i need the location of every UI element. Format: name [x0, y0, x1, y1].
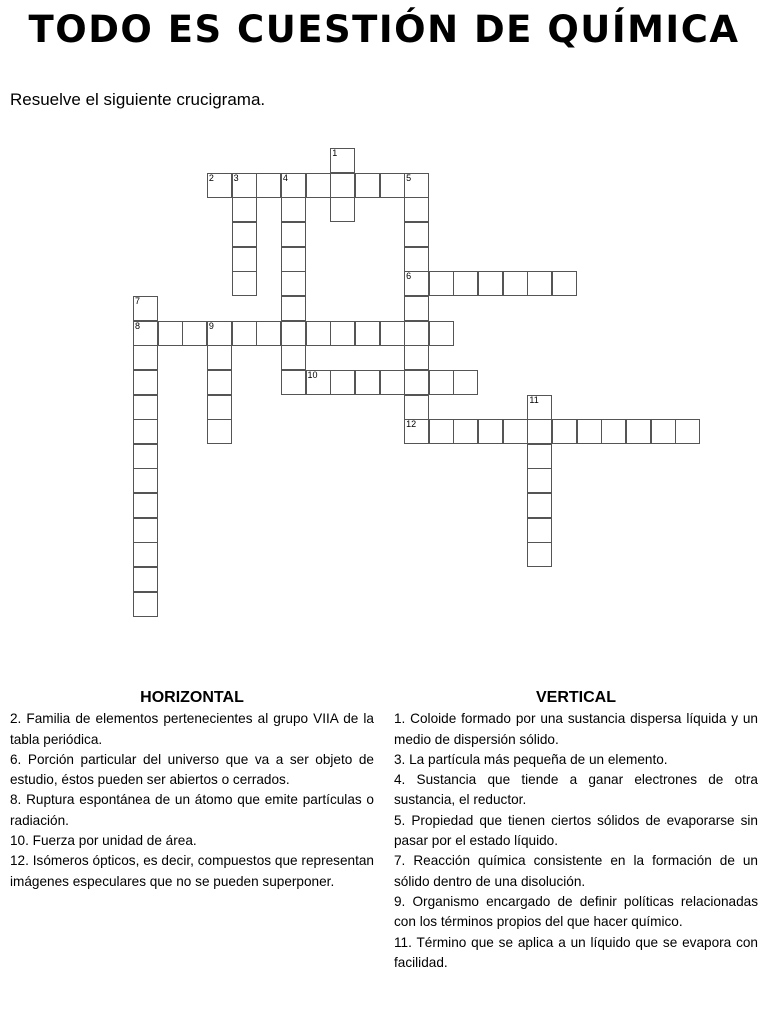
- crossword-cell[interactable]: [281, 345, 306, 370]
- clue-v-9: 9. Organismo encargado de definir políticas relacionadas con los términos propios del que hacer químico.: [394, 893, 758, 930]
- crossword-cell[interactable]: [527, 542, 552, 567]
- crossword-cell[interactable]: [207, 345, 232, 370]
- clue-v-11: 11. Término que se aplica a un líquido que se evapora con facilidad.: [394, 934, 758, 970]
- crossword-cell[interactable]: [306, 321, 331, 346]
- clue-number: 4: [282, 172, 288, 183]
- crossword-cell[interactable]: [207, 395, 232, 420]
- crossword-cell[interactable]: [503, 271, 528, 296]
- crossword-cell[interactable]: [527, 468, 552, 493]
- crossword-cell[interactable]: [207, 321, 232, 346]
- crossword-cell[interactable]: [527, 419, 552, 444]
- clue-number: 10: [307, 369, 318, 380]
- clue-number: 12: [406, 419, 417, 430]
- crossword-cell[interactable]: [453, 271, 478, 296]
- crossword-cell[interactable]: [281, 296, 306, 321]
- horizontal-heading: HORIZONTAL: [140, 689, 244, 706]
- crossword-cell[interactable]: [133, 592, 158, 617]
- clue-number: 6: [406, 271, 412, 282]
- crossword-cell[interactable]: [330, 148, 355, 173]
- crossword-cell[interactable]: [675, 419, 700, 444]
- clue-h-10: 10. Fuerza por unidad de área.: [10, 833, 197, 849]
- crossword-cell[interactable]: [133, 542, 158, 567]
- crossword-cell[interactable]: [404, 173, 429, 198]
- crossword-cell[interactable]: [256, 173, 281, 198]
- crossword-cell[interactable]: [404, 321, 429, 346]
- crossword-cell[interactable]: [281, 370, 306, 395]
- crossword-cell[interactable]: [651, 419, 676, 444]
- crossword-cell[interactable]: [158, 321, 183, 346]
- crossword-cell[interactable]: [232, 321, 257, 346]
- crossword-cell[interactable]: [281, 173, 306, 198]
- crossword-cell[interactable]: [330, 370, 355, 395]
- clue-number: 7: [135, 295, 141, 306]
- crossword-cell[interactable]: [429, 271, 454, 296]
- crossword-cell[interactable]: [281, 321, 306, 346]
- clue-number: 8: [135, 320, 141, 331]
- clue-v-5: 5. Propiedad que tienen ciertos sólidos de evaporarse sin pasar por el estado líquido.: [394, 812, 758, 849]
- crossword-cell[interactable]: [133, 518, 158, 543]
- crossword-cell[interactable]: [133, 444, 158, 469]
- clue-number: 11: [529, 394, 539, 405]
- crossword-cell[interactable]: [133, 419, 158, 444]
- crossword-cell[interactable]: [133, 395, 158, 420]
- crossword-cell[interactable]: [577, 419, 602, 444]
- crossword-cell[interactable]: [232, 197, 257, 222]
- vertical-heading: VERTICAL: [536, 689, 616, 706]
- horizontal-clues: [10, 688, 374, 892]
- crossword-cell[interactable]: [380, 321, 405, 346]
- crossword-cell[interactable]: [527, 395, 552, 420]
- crossword-cell[interactable]: [355, 321, 380, 346]
- crossword-cell[interactable]: [281, 247, 306, 272]
- crossword-cell[interactable]: [429, 370, 454, 395]
- crossword-cell[interactable]: [380, 173, 405, 198]
- crossword-cell[interactable]: [330, 173, 355, 198]
- crossword-cell[interactable]: [182, 321, 207, 346]
- crossword-cell[interactable]: [478, 271, 503, 296]
- crossword-cell[interactable]: [527, 444, 552, 469]
- crossword-cell[interactable]: [232, 173, 257, 198]
- crossword-cell[interactable]: [306, 370, 331, 395]
- crossword-cell[interactable]: [133, 493, 158, 518]
- crossword-cell[interactable]: [626, 419, 651, 444]
- clue-number: 5: [406, 172, 412, 183]
- crossword-cell[interactable]: [207, 370, 232, 395]
- clue-h-12: 12. Isómeros ópticos, es decir, compuestos que representan imágenes especulares que no se pueden superponer.: [10, 853, 374, 889]
- crossword-cell[interactable]: [281, 271, 306, 296]
- crossword-cell[interactable]: [133, 296, 158, 321]
- crossword-cell[interactable]: [404, 271, 429, 296]
- crossword-cell[interactable]: [404, 345, 429, 370]
- crossword-cell[interactable]: [232, 271, 257, 296]
- crossword-cell[interactable]: [478, 419, 503, 444]
- crossword-cell[interactable]: [306, 173, 331, 198]
- crossword-cell[interactable]: [355, 173, 380, 198]
- crossword-cell[interactable]: [232, 247, 257, 272]
- clue-v-1: 1. Coloide formado por una sustancia dispersa líquida y un medio de dispersión sólido.: [394, 711, 758, 747]
- crossword-cell[interactable]: [552, 271, 577, 296]
- vertical-clues: [394, 688, 758, 973]
- crossword-cell[interactable]: [133, 567, 158, 592]
- crossword-cell[interactable]: [404, 370, 429, 395]
- instruction-text: Resuelve el siguiente crucigrama.: [10, 90, 266, 109]
- clue-number: 1: [332, 148, 338, 158]
- crossword-cell[interactable]: [601, 419, 626, 444]
- crossword-cell[interactable]: [404, 247, 429, 272]
- clue-h-8: 8. Ruptura espontánea de un átomo que emite partículas o radiación.: [10, 792, 374, 828]
- crossword-cell[interactable]: [355, 370, 380, 395]
- crossword-cell[interactable]: [552, 419, 577, 444]
- clue-number: 2: [208, 172, 214, 183]
- crossword-cell[interactable]: [404, 395, 429, 420]
- crossword-cell[interactable]: [207, 173, 232, 198]
- crossword-cell[interactable]: [453, 370, 478, 395]
- crossword-cell[interactable]: [281, 197, 306, 222]
- crossword-cell[interactable]: [404, 419, 429, 444]
- crossword-cell[interactable]: [404, 296, 429, 321]
- crossword-cell[interactable]: [281, 222, 306, 247]
- crossword-cell[interactable]: [404, 222, 429, 247]
- clue-h-2: 2. Familia de elementos pertenecientes al grupo VIIA de la tabla periódica.: [10, 711, 374, 747]
- crossword-cell[interactable]: [256, 321, 281, 346]
- crossword-cell[interactable]: [133, 345, 158, 370]
- crossword-cell[interactable]: [133, 321, 158, 346]
- clue-number: 3: [233, 172, 239, 183]
- crossword-cell[interactable]: [330, 321, 355, 346]
- clue-v-4: 4. Sustancia que tiende a ganar electrones de otra sustancia, el reductor.: [394, 772, 758, 808]
- crossword-cell[interactable]: [133, 468, 158, 493]
- page-title: TODO ES CUESTIÓN DE QUÍMICA: [28, 8, 740, 51]
- crossword-cell[interactable]: [133, 370, 158, 395]
- crossword-cell[interactable]: [527, 518, 552, 543]
- crossword-cell[interactable]: [429, 419, 454, 444]
- crossword-cell[interactable]: [503, 419, 528, 444]
- crossword-cell[interactable]: [404, 197, 429, 222]
- clue-h-6: 6. Porción particular del universo que va a ser objeto de estudio, éstos pueden ser abiertos o cerrados.: [10, 751, 374, 788]
- crossword-cell[interactable]: [453, 419, 478, 444]
- crossword-cell[interactable]: [527, 493, 552, 518]
- clue-v-7: 7. Reacción química consistente en la formación de un sólido dentro de una disolución.: [394, 853, 758, 889]
- crossword-cell[interactable]: [232, 222, 257, 247]
- crossword-cell[interactable]: [527, 271, 552, 296]
- crossword-cell[interactable]: [330, 197, 355, 222]
- crossword-cell[interactable]: [380, 370, 405, 395]
- clue-number: 9: [208, 320, 214, 331]
- clue-v-3: 3. La partícula más pequeña de un elemento.: [394, 751, 668, 767]
- crossword-cell[interactable]: [207, 419, 232, 444]
- crossword-cell[interactable]: [429, 321, 454, 346]
